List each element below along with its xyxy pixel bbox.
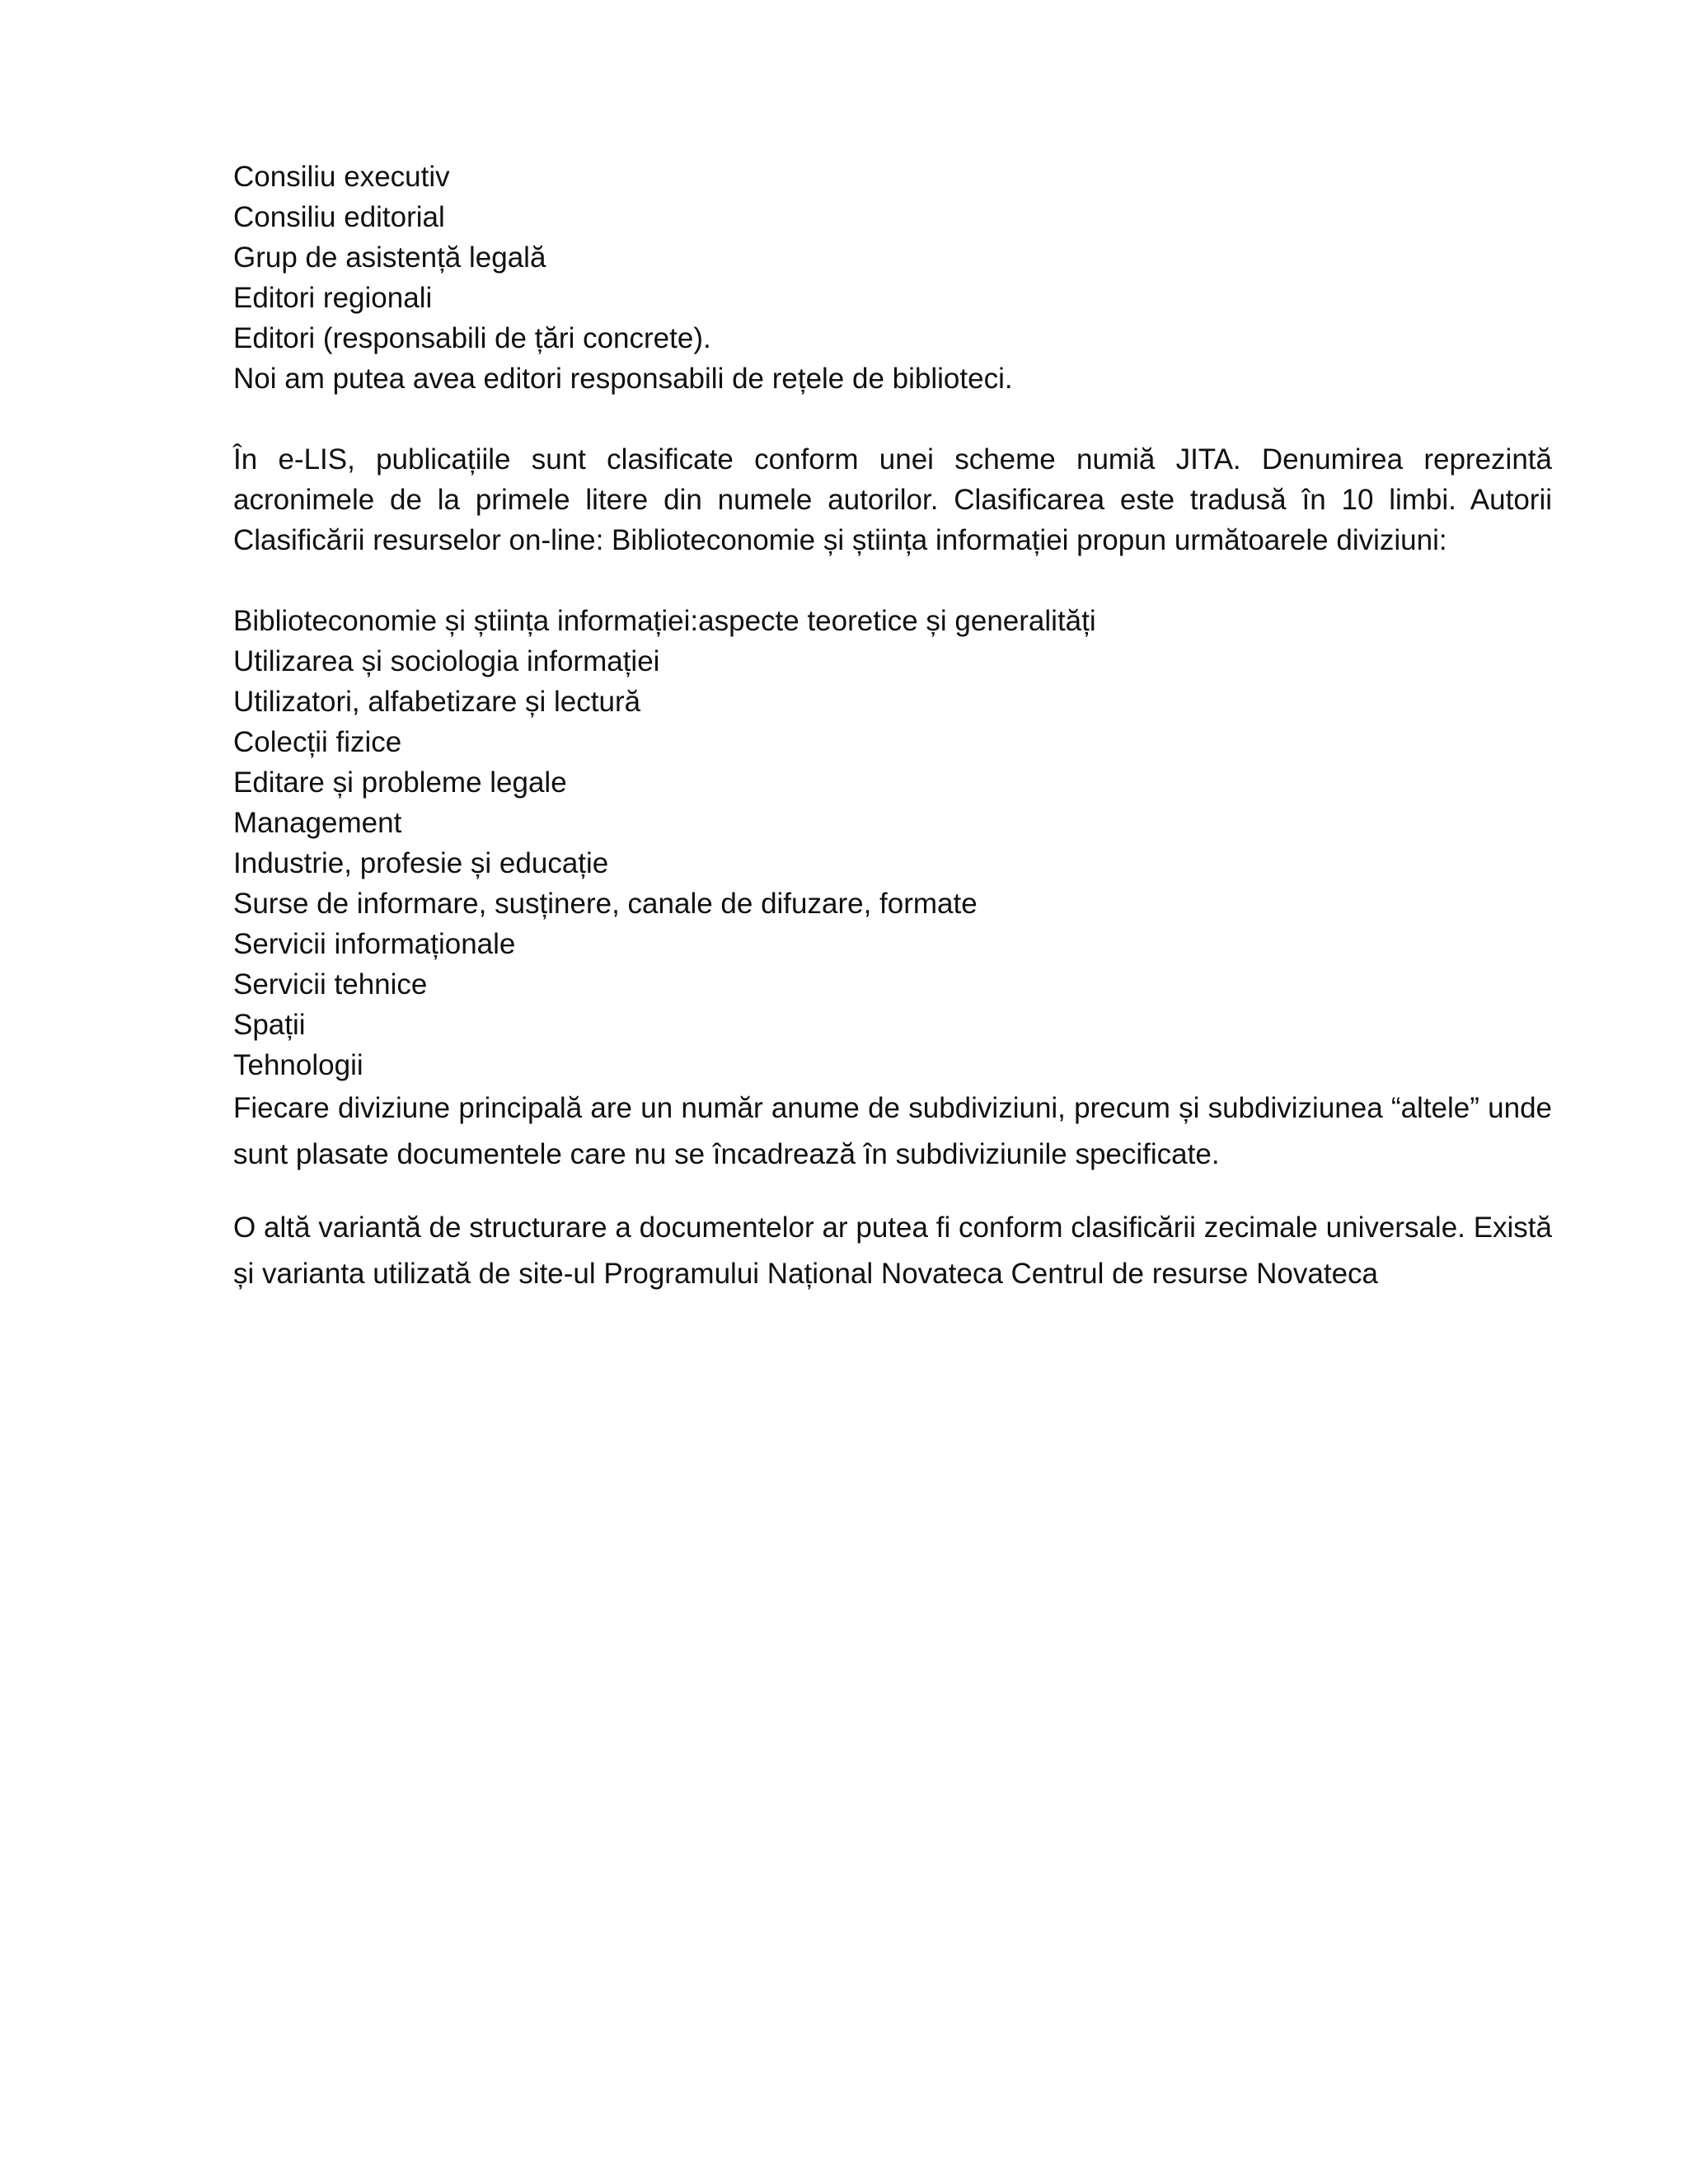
division-item: Spații [233,1009,306,1041]
division-item: Colecții fizice [233,726,402,758]
structure-list [233,157,1552,399]
alternative-classification-paragraph: O altă variantă de structurare a documentelor ar putea fi conform clasificării zecimale universale. Există și varianta utilizată de site-ul Programului Național Novateca Centrul de resurse Novateca [233,1212,1552,1290]
division-item: Servicii tehnice [233,968,428,1001]
structure-item: Noi am putea avea editori responsabili de rețele de biblioteci. [233,363,1013,395]
subdivision-paragraph: Fiecare diviziune principală are un număr anume de subdiviziuni, precum și subdiviziunea “altele” unde sunt plasate documentele care nu se încadrează în subdiviziunile specificate. [233,1092,1552,1170]
division-item: Management [233,807,402,839]
division-item: Utilizatori, alfabetizare și lectură [233,686,641,718]
structure-item: Consiliu editorial [233,201,445,233]
division-item: Utilizarea și sociologia informației [233,645,660,677]
structure-item: Grup de asistență legală [233,241,546,274]
division-item: Servicii informaționale [233,928,516,960]
division-item: Industrie, profesie și educație [233,847,609,879]
jita-paragraph: În e-LIS, publicațiile sunt clasificate conform unei scheme numiă JITA. Denumirea reprezintă acronimele de la primele litere din numele autorilor. Clasificarea este tradusă în 10 limbi. Autorii Clasificării resurselor on-line: Biblioteconomie și știința informației propun următoarele diviziuni: [233,443,1552,556]
division-item: Tehnologii [233,1049,363,1081]
division-item: Surse de informare, susținere, canale de difuzare, formate [233,888,978,920]
divisions-list [233,601,1552,1085]
paragraph-spacer [233,399,1552,439]
structure-item: Editori regionali [233,282,433,314]
paragraph-spacer [233,560,1552,601]
document-body [233,157,1552,1297]
structure-item: Consiliu executiv [233,161,450,193]
structure-item: Editori (responsabili de țări concrete). [233,322,711,354]
division-item: Editare și probleme legale [233,766,567,799]
division-item: Biblioteconomie și știința informației:aspecte teoretice și generalități [233,605,1096,637]
paragraph-spacer [233,1178,1552,1205]
